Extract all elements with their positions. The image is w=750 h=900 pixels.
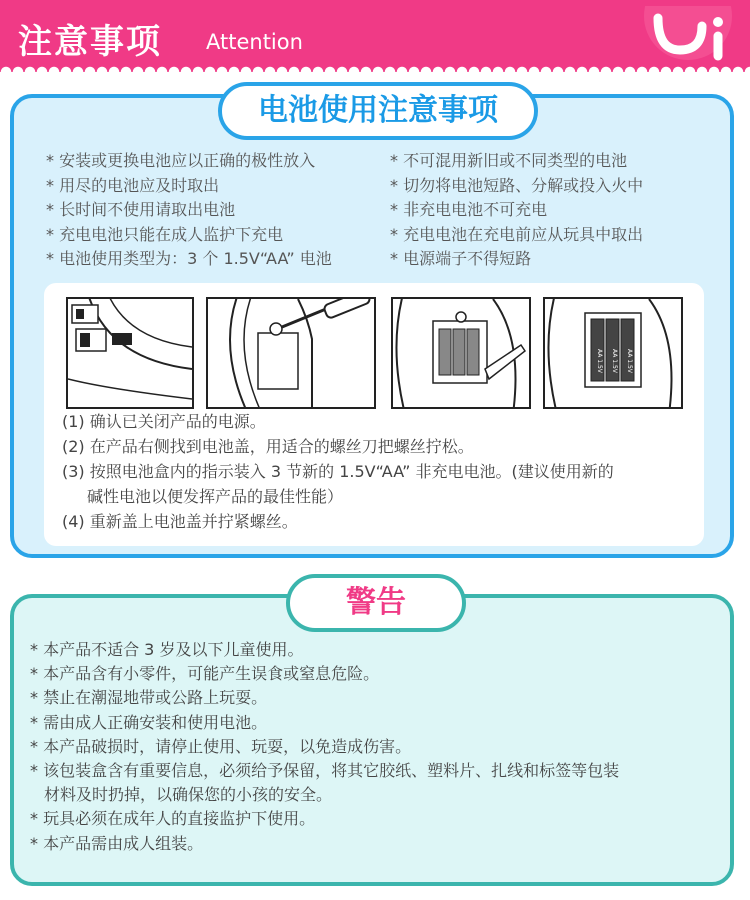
battery-compartment-icon <box>393 299 529 407</box>
step-item-continued: 碱性电池以便发挥产品的最佳性能） <box>87 487 344 506</box>
step-item: (1) 确认已关闭产品的电源。 <box>62 412 266 431</box>
note-item: * 充电电池在充电前应从玩具中取出 <box>390 224 644 244</box>
warning-item: * 本产品破损时，请停止使用、玩耍，以免造成伤害。 <box>30 736 412 756</box>
warning-item: * 禁止在潮湿地带或公路上玩耍。 <box>30 688 268 708</box>
page-title: 注意事项 <box>18 22 162 62</box>
installation-steps <box>62 409 614 534</box>
note-item: * 电池使用类型为：3 个 1.5V“AA” 电池 <box>46 249 332 268</box>
note-item: * 用尽的电池应及时取出 <box>46 175 220 195</box>
screwdriver-illustration <box>206 297 376 409</box>
batteries-icon <box>545 299 681 407</box>
battery-label: AA 1.5V <box>611 349 618 373</box>
warning-heading: 警告 <box>286 574 466 632</box>
note-item: * 长时间不使用请取出电池 <box>46 200 236 219</box>
step-item: (2) 在产品右侧找到电池盖，用适合的螺丝刀把螺丝拧松。 <box>62 437 474 456</box>
note-item: * 电源端子不得短路 <box>390 249 532 268</box>
warning-item: * 本产品不适合 3 岁及以下儿童使用。 <box>30 640 304 659</box>
step-item: (3) 按照电池盒内的指示装入 3 节新的 1.5V“AA” 非充电电池。(建议使用新的 <box>62 462 614 481</box>
battery-label: AA 1.5V <box>596 349 603 373</box>
warning-item: * 该包装盒含有重要信息，必须给予保留，将其它胶纸、塑料片、扎线和标签等包装 <box>30 761 620 781</box>
step-item: (4) 重新盖上电池盖并拧紧螺丝。 <box>62 512 298 531</box>
page-header <box>0 0 750 72</box>
battery-notes-right <box>390 149 643 272</box>
batteries-installed-illustration <box>543 297 683 409</box>
battery-section-heading: 电池使用注意事项 <box>218 82 538 140</box>
power-switch-illustration <box>66 297 194 409</box>
note-item: * 切勿将电池短路、分解或投入火中 <box>390 175 644 195</box>
note-item: * 非充电电池不可充电 <box>390 200 548 219</box>
warning-item: * 玩具必须在成年人的直接监护下使用。 <box>30 809 316 829</box>
battery-notes-left <box>46 149 332 272</box>
warning-list <box>30 638 619 856</box>
warning-item-continued: 材料及时扔掉，以确保您的小孩的安全。 <box>44 785 333 805</box>
page-subtitle: Attention <box>206 30 303 54</box>
warning-item: * 本产品需由成人组装。 <box>30 833 204 853</box>
warning-item: * 需由成人正确安装和使用电池。 <box>30 712 268 732</box>
open-battery-compartment-illustration <box>391 297 531 409</box>
note-item: * 安装或更换电池应以正确的极性放入 <box>46 151 316 170</box>
header-scallop-border <box>0 64 750 72</box>
note-item: * 不可混用新旧或不同类型的电池 <box>390 151 628 170</box>
screwdriver-icon <box>208 299 374 407</box>
power-switch-icon <box>68 299 192 407</box>
pink-ui-logo-icon <box>618 6 738 66</box>
note-item: * 充电电池只能在成人监护下充电 <box>46 224 284 244</box>
battery-label: AA 1.5V <box>626 349 633 373</box>
warning-item: * 本产品含有小零件，可能产生误食或窒息危险。 <box>30 664 380 684</box>
